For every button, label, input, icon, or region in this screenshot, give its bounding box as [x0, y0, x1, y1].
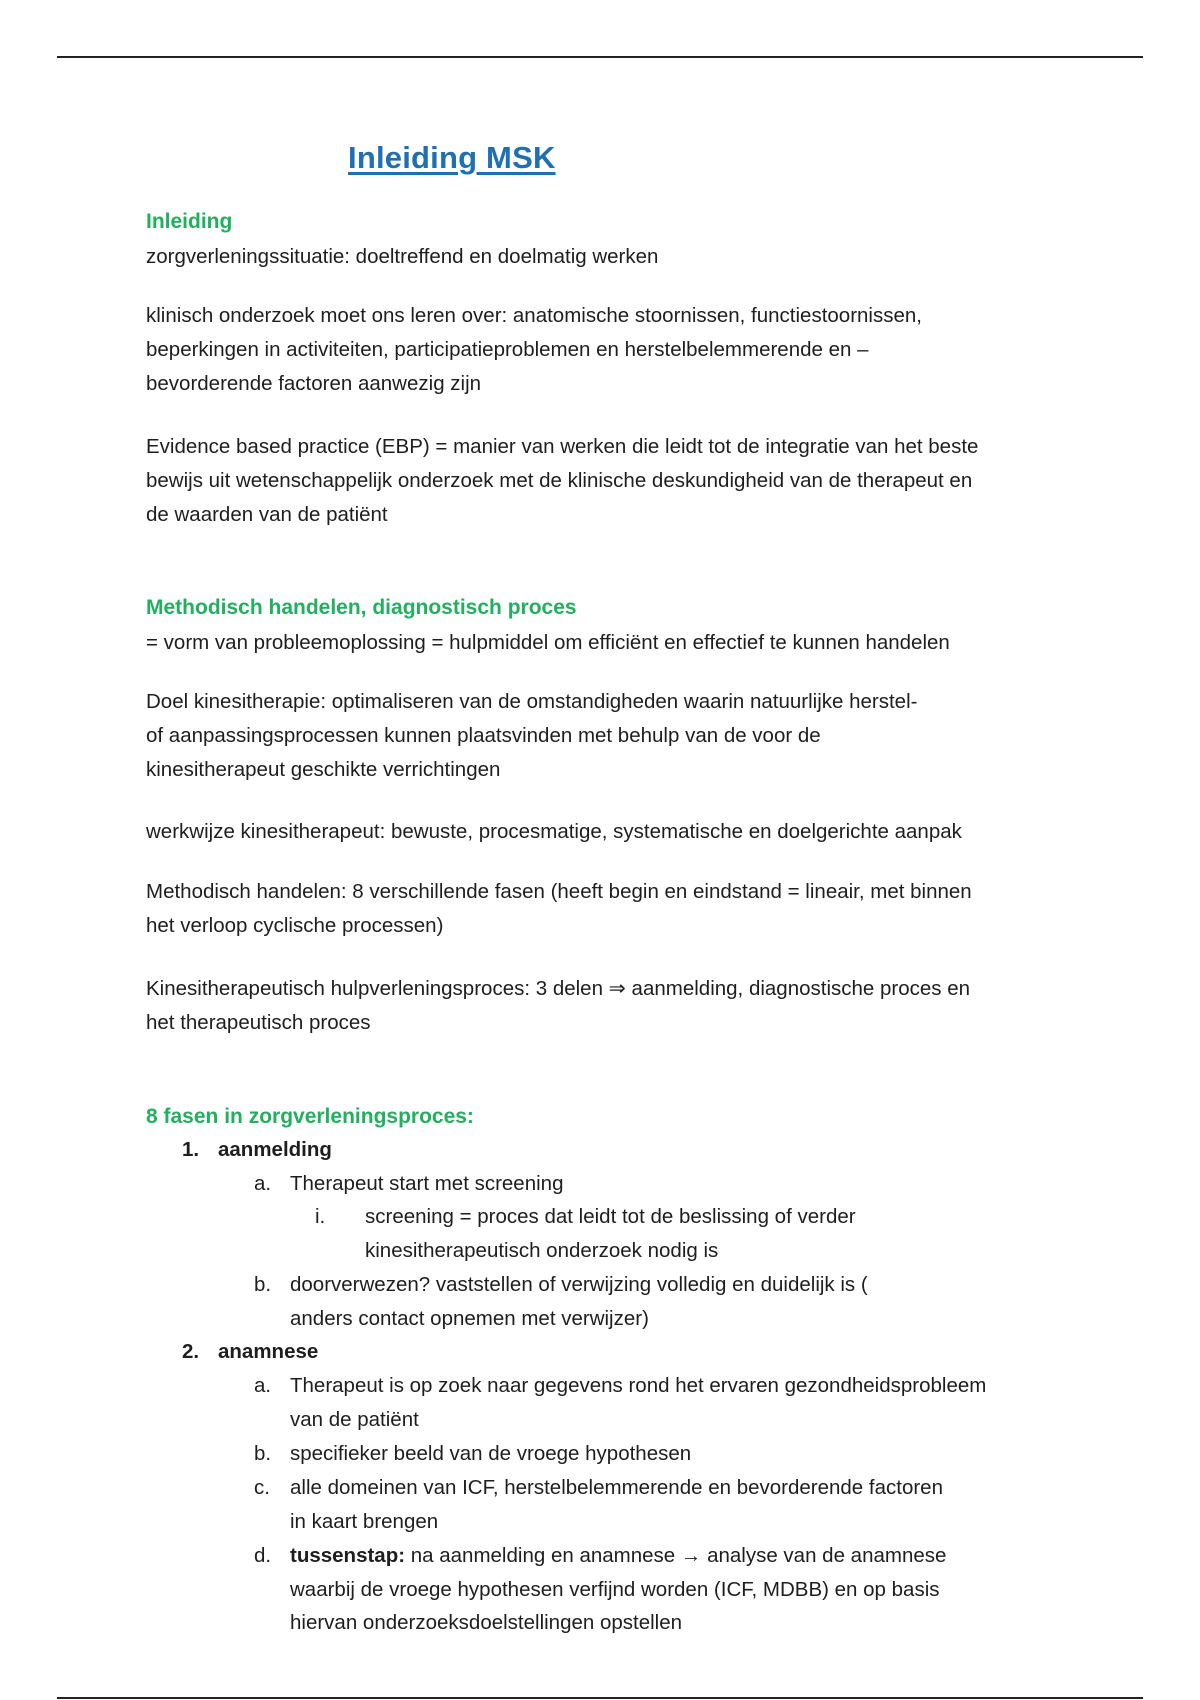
top-rule — [57, 56, 1143, 58]
paragraph-ebp: Evidence based practice (EBP) = manier van werken die leidt tot de integratie van het beste bewijs uit wetenschappelijk onderzoek met de klinische deskundigheid van de therapeut en de waarden van de patiënt — [146, 435, 979, 526]
paragraph-hulpverleningsproces: Kinesitherapeutisch hulpverleningsproces: 3 delen ⇒ aanmelding, diagnostische proces en het therapeutisch proces — [146, 977, 971, 1034]
paragraph-probleemoplossing: = vorm van probleemoplossing = hulpmiddel om efficiënt en effectief te kunnen handelen — [146, 631, 950, 654]
heading-8-fasen: 8 fasen in zorgverleningsproces: — [146, 1105, 474, 1128]
bottom-rule — [57, 1697, 1143, 1699]
paragraph-werkwijze: werkwijze kinesitherapeut: bewuste, procesmatige, systematische en doelgerichte aanpak — [146, 820, 962, 843]
heading-methodisch-handelen: Methodisch handelen, diagnostisch proces — [146, 596, 577, 619]
list-item-2d-text: tussenstap: na aanmelding en anamnese → analyse van de anamnese — [290, 1544, 947, 1567]
paragraph-methodisch-handelen: Methodisch handelen: 8 verschillende fasen (heeft begin en eindstand = lineair, met binnen het verloop cyclische processen) — [146, 880, 972, 937]
paragraph-zorgverlening: zorgverleningssituatie: doeltreffend en doelmatig werken — [146, 245, 659, 268]
paragraph-klinisch-onderzoek: klinisch onderzoek moet ons leren over: anatomische stoornissen, functiestoornissen, beperkingen in activiteiten, participatieproblemen en herstelbelemmerende en – bevorderende factoren aanwezig zijn — [146, 304, 922, 395]
paragraph-doel-kinesitherapie: Doel kinesitherapie: optimaliseren van de omstandigheden waarin natuurlijke herstel- of aanpassingsprocessen kunnen plaatsvinden met behulp van de voor de kinesitherapeut geschikte verrichtingen — [146, 690, 918, 781]
heading-inleiding: Inleiding — [146, 210, 233, 233]
page-title: Inleiding MSK — [348, 140, 556, 175]
